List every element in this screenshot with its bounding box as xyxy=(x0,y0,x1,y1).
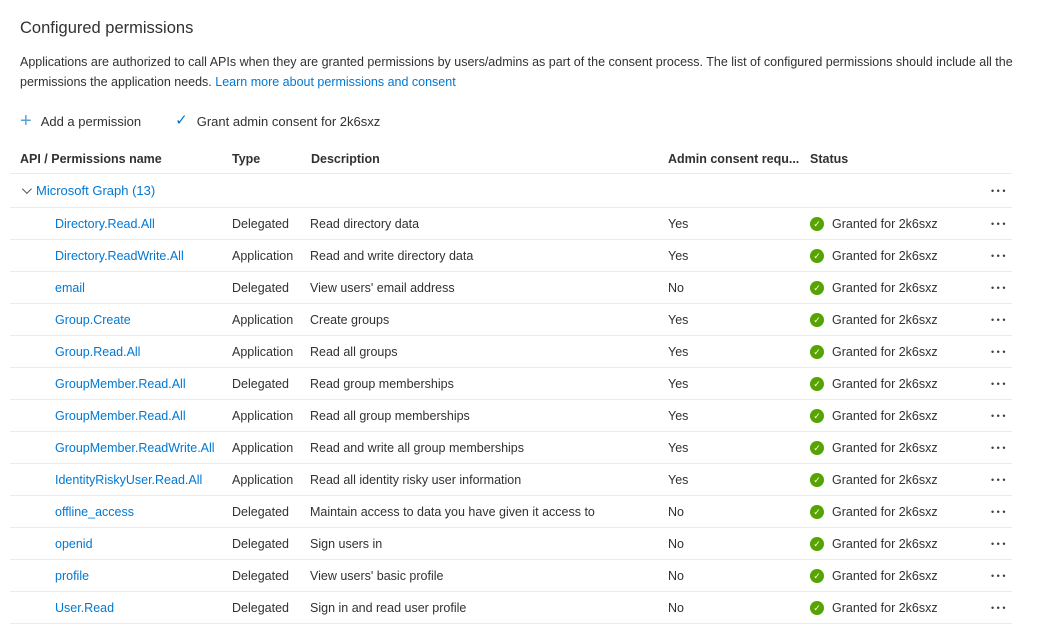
group-more-options-button[interactable]: ••• xyxy=(991,185,1008,196)
permission-type: Application xyxy=(232,312,294,327)
granted-check-icon: ✓ xyxy=(810,601,824,615)
admin-consent-value: No xyxy=(668,280,684,295)
permission-row xyxy=(10,368,1012,400)
permission-row xyxy=(10,528,1012,560)
status-cell xyxy=(810,345,985,359)
description-body: Applications are authorized to call APIs when they are granted permissions by users/admins as part of the consent process. The list of configured permissions should include all the permissions the application needs. xyxy=(20,55,1013,89)
status-granted-label: Granted for 2k6sxz xyxy=(832,216,938,231)
column-header-admin-consent: Admin consent requ... xyxy=(668,151,800,166)
permission-description: View users' basic profile xyxy=(310,568,444,583)
microsoft-graph-group-label: Microsoft Graph (13) xyxy=(36,183,156,198)
add-permission-label: Add a permission xyxy=(40,113,142,129)
permission-name-link[interactable]: Group.Read.All xyxy=(55,344,141,359)
permission-row xyxy=(10,432,1012,464)
permission-type: Application xyxy=(232,248,294,263)
status-cell xyxy=(810,473,985,487)
add-permission-button[interactable] xyxy=(20,112,141,130)
permission-name-link[interactable]: IdentityRiskyUser.Read.All xyxy=(55,472,203,487)
status-granted-label: Granted for 2k6sxz xyxy=(832,344,938,359)
description-text xyxy=(20,52,1030,92)
permission-description: Create groups xyxy=(310,312,390,327)
row-more-options-button[interactable]: ••• xyxy=(991,282,1008,293)
status-cell xyxy=(810,409,985,423)
chevron-down-icon xyxy=(22,184,32,194)
permission-type: Delegated xyxy=(232,376,289,391)
row-more-options-button[interactable]: ••• xyxy=(991,506,1008,517)
permission-type: Application xyxy=(232,408,294,423)
status-cell xyxy=(810,537,985,551)
granted-check-icon: ✓ xyxy=(810,377,824,391)
permission-description: Read and write directory data xyxy=(310,248,474,263)
row-more-options-button[interactable]: ••• xyxy=(991,346,1008,357)
permission-row xyxy=(10,208,1012,240)
admin-consent-value: No xyxy=(668,568,684,583)
page-title: Configured permissions xyxy=(20,19,194,37)
status-cell xyxy=(810,441,985,455)
permission-type: Delegated xyxy=(232,568,289,583)
permission-description: Read and write all group memberships xyxy=(310,440,524,455)
column-header-type: Type xyxy=(232,151,261,166)
permission-name-link[interactable]: email xyxy=(55,280,85,295)
checkmark-icon: ✓ xyxy=(175,112,188,129)
admin-consent-value: Yes xyxy=(668,216,689,231)
permission-name-link[interactable]: offline_access xyxy=(55,504,134,519)
granted-check-icon: ✓ xyxy=(810,569,824,583)
permission-type: Application xyxy=(232,472,294,487)
status-cell xyxy=(810,313,985,327)
permission-description: Read all group memberships xyxy=(310,408,470,423)
permission-type: Delegated xyxy=(232,216,289,231)
row-more-options-button[interactable]: ••• xyxy=(991,602,1008,613)
api-group-row xyxy=(10,174,1012,208)
admin-consent-value: Yes xyxy=(668,376,689,391)
permission-row xyxy=(10,560,1012,592)
command-bar xyxy=(20,110,1057,132)
status-granted-label: Granted for 2k6sxz xyxy=(832,376,938,391)
column-header-description: Description xyxy=(311,151,380,166)
permission-type: Delegated xyxy=(232,536,289,551)
row-more-options-button[interactable]: ••• xyxy=(991,538,1008,549)
permission-description: Sign users in xyxy=(310,536,383,551)
permission-description: Sign in and read user profile xyxy=(310,600,467,615)
permission-name-link[interactable]: GroupMember.Read.All xyxy=(55,408,186,423)
permission-description: View users' email address xyxy=(310,280,455,295)
granted-check-icon: ✓ xyxy=(810,505,824,519)
admin-consent-value: Yes xyxy=(668,344,689,359)
permission-name-link[interactable]: GroupMember.ReadWrite.All xyxy=(55,440,215,455)
row-more-options-button[interactable]: ••• xyxy=(991,218,1008,229)
granted-check-icon: ✓ xyxy=(810,409,824,423)
status-granted-label: Granted for 2k6sxz xyxy=(832,280,938,295)
admin-consent-value: No xyxy=(668,504,684,519)
permission-row xyxy=(10,464,1012,496)
table-body xyxy=(10,208,1012,624)
permission-description: Read directory data xyxy=(310,216,420,231)
admin-consent-value: Yes xyxy=(668,248,689,263)
microsoft-graph-group-toggle[interactable] xyxy=(10,183,985,198)
status-granted-label: Granted for 2k6sxz xyxy=(832,600,938,615)
admin-consent-value: No xyxy=(668,536,684,551)
table-header-row xyxy=(10,144,1012,174)
permission-row xyxy=(10,304,1012,336)
permission-name-link[interactable]: User.Read xyxy=(55,600,115,615)
permission-type: Delegated xyxy=(232,504,289,519)
status-cell xyxy=(810,217,985,231)
status-granted-label: Granted for 2k6sxz xyxy=(832,408,938,423)
permission-description: Maintain access to data you have given it access to xyxy=(310,504,595,519)
granted-check-icon: ✓ xyxy=(810,249,824,263)
permission-row xyxy=(10,336,1012,368)
status-cell xyxy=(810,569,985,583)
permission-name-link[interactable]: profile xyxy=(55,568,90,583)
status-granted-label: Granted for 2k6sxz xyxy=(832,248,938,263)
permission-type: Application xyxy=(232,344,294,359)
permission-name-link[interactable]: Group.Create xyxy=(55,312,131,327)
permissions-table xyxy=(10,144,1012,624)
granted-check-icon: ✓ xyxy=(810,281,824,295)
status-granted-label: Granted for 2k6sxz xyxy=(832,440,938,455)
permission-row xyxy=(10,592,1012,624)
admin-consent-value: Yes xyxy=(668,440,689,455)
row-more-options-button[interactable]: ••• xyxy=(991,250,1008,261)
permission-row xyxy=(10,400,1012,432)
permission-name-link[interactable]: openid xyxy=(55,536,93,551)
learn-more-link[interactable]: Learn more about permissions and consent xyxy=(215,75,456,89)
granted-check-icon: ✓ xyxy=(810,313,824,327)
granted-check-icon: ✓ xyxy=(810,473,824,487)
granted-check-icon: ✓ xyxy=(810,537,824,551)
admin-consent-value: Yes xyxy=(668,472,689,487)
status-cell xyxy=(810,281,985,295)
grant-admin-consent-button[interactable] xyxy=(175,112,380,130)
status-granted-label: Granted for 2k6sxz xyxy=(832,312,938,327)
row-more-options-button[interactable]: ••• xyxy=(991,570,1008,581)
row-more-options-button[interactable]: ••• xyxy=(991,314,1008,325)
status-granted-label: Granted for 2k6sxz xyxy=(832,568,938,583)
status-granted-label: Granted for 2k6sxz xyxy=(832,536,938,551)
status-cell xyxy=(810,377,985,391)
row-more-options-button[interactable]: ••• xyxy=(991,378,1008,389)
permission-row xyxy=(10,272,1012,304)
status-granted-label: Granted for 2k6sxz xyxy=(832,504,938,519)
status-cell xyxy=(810,601,985,615)
permission-name-link[interactable]: Directory.Read.All xyxy=(55,216,155,231)
permission-name-link[interactable]: Directory.ReadWrite.All xyxy=(55,248,184,263)
row-more-options-button[interactable]: ••• xyxy=(991,410,1008,421)
permission-description: Read all identity risky user information xyxy=(310,472,522,487)
permission-description: Read all groups xyxy=(310,344,398,359)
admin-consent-value: Yes xyxy=(668,408,689,423)
permission-row xyxy=(10,240,1012,272)
grant-admin-consent-label: Grant admin consent for 2k6sxz xyxy=(196,113,381,129)
column-header-name: API / Permissions name xyxy=(20,151,162,166)
status-granted-label: Granted for 2k6sxz xyxy=(832,472,938,487)
permission-description: Read group memberships xyxy=(310,376,454,391)
permission-name-link[interactable]: GroupMember.Read.All xyxy=(55,376,186,391)
permission-row xyxy=(10,496,1012,528)
admin-consent-value: Yes xyxy=(668,312,689,327)
status-cell xyxy=(810,505,985,519)
permission-type: Application xyxy=(232,440,294,455)
permission-type: Delegated xyxy=(232,280,289,295)
admin-consent-value: No xyxy=(668,600,684,615)
permission-type: Delegated xyxy=(232,600,289,615)
granted-check-icon: ✓ xyxy=(810,217,824,231)
row-more-options-button[interactable]: ••• xyxy=(991,442,1008,453)
row-more-options-button[interactable]: ••• xyxy=(991,474,1008,485)
plus-icon: + xyxy=(20,110,32,132)
column-header-status: Status xyxy=(810,151,849,166)
status-cell xyxy=(810,249,985,263)
granted-check-icon: ✓ xyxy=(810,441,824,455)
granted-check-icon: ✓ xyxy=(810,345,824,359)
